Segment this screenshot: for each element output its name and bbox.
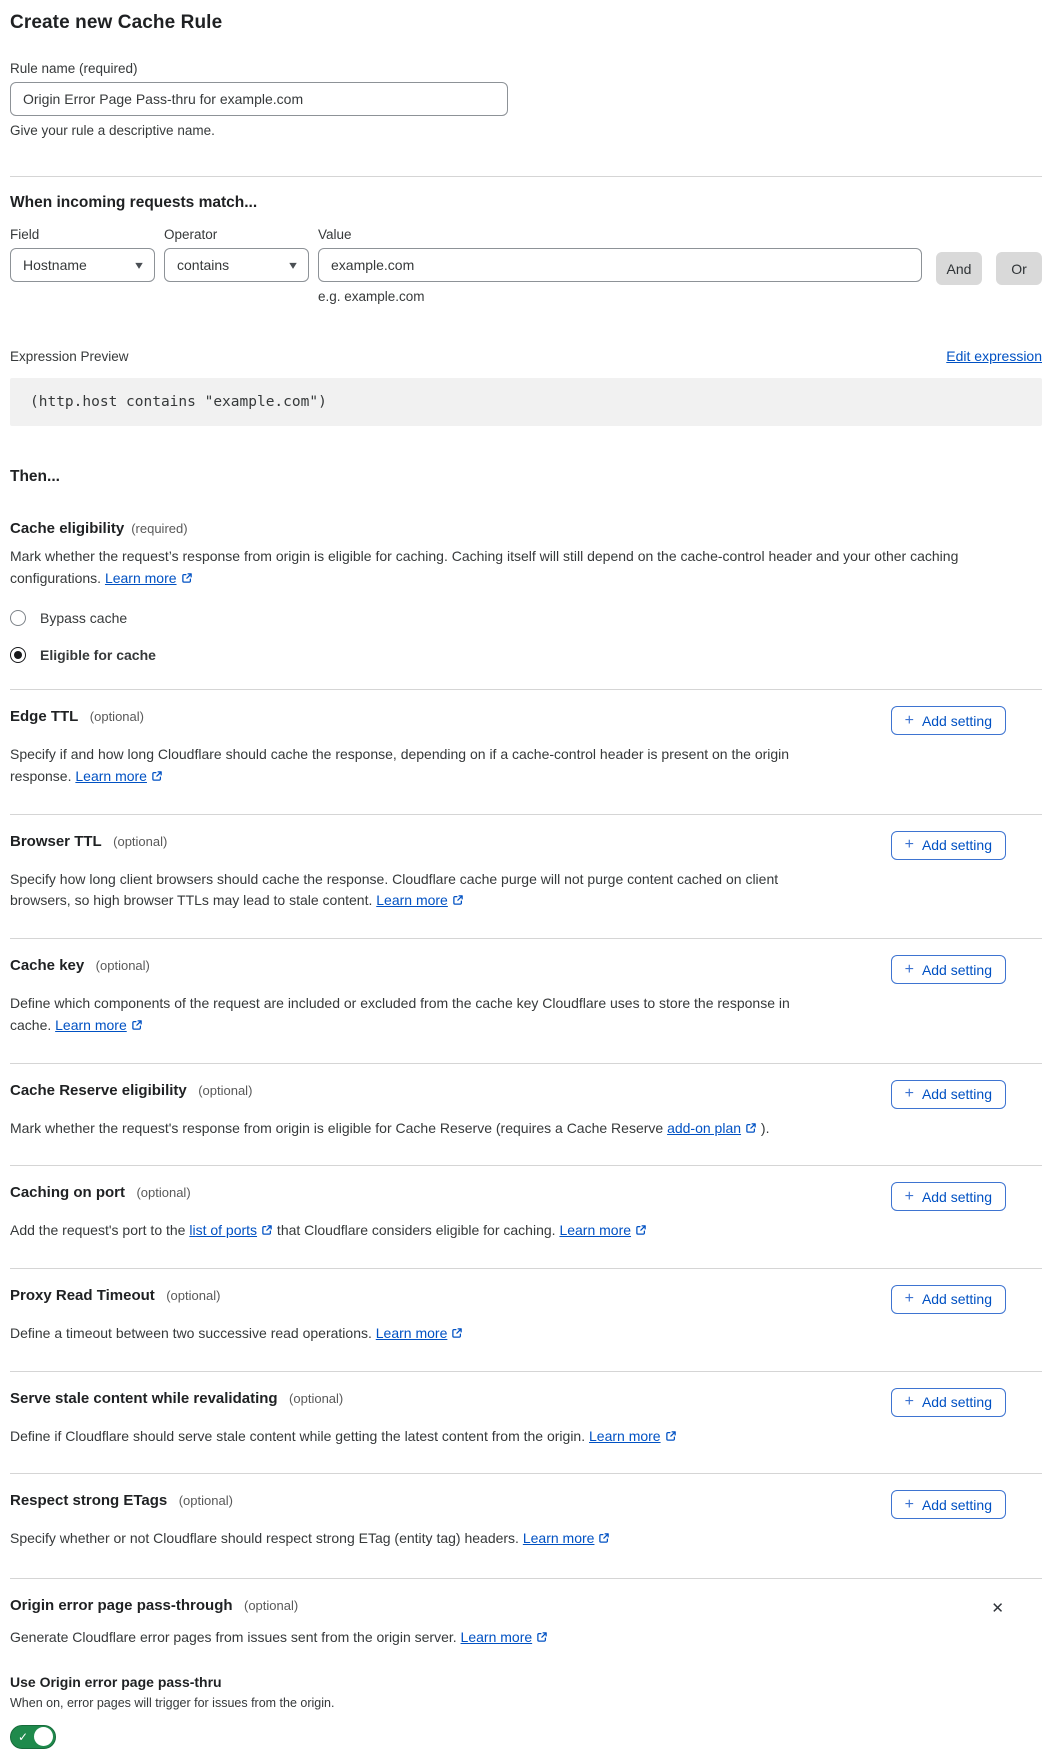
match-heading: When incoming requests match... bbox=[10, 194, 258, 211]
setting-section-edge-ttl bbox=[10, 689, 1042, 787]
description-text: Specify how long client browsers should cache the response. Cloudflare cache purge will not purge content cached on client browsers, so high browser TTLs may lead to stale content. bbox=[10, 870, 779, 909]
field-label: Field bbox=[10, 227, 40, 242]
or-button[interactable]: Or bbox=[996, 252, 1042, 285]
add-on-plan-link[interactable]: add-on plan bbox=[667, 1119, 742, 1136]
and-button[interactable]: And bbox=[936, 252, 982, 285]
setting-section-description bbox=[10, 1528, 820, 1550]
external-link-icon bbox=[536, 1631, 548, 1643]
setting-section-tag: (optional) bbox=[89, 709, 144, 725]
description-text: Define if Cloudflare should serve stale content while getting the latest content from the origin. bbox=[10, 1427, 589, 1444]
toggle-knob bbox=[34, 1727, 53, 1746]
close-icon[interactable]: ✕ bbox=[991, 1599, 1004, 1617]
setting-section-title: Serve stale content while revalidating bbox=[10, 1389, 278, 1407]
add-setting-button[interactable]: + Add setting bbox=[891, 1388, 1006, 1417]
radio-option-bypass-cache[interactable] bbox=[10, 610, 1042, 626]
setting-section-title: Proxy Read Timeout bbox=[10, 1286, 155, 1304]
external-link-icon bbox=[745, 1122, 757, 1134]
setting-section-title: Cache Reserve eligibility bbox=[10, 1081, 187, 1099]
setting-section-tag: (optional) bbox=[198, 1082, 253, 1098]
learn-more-link[interactable]: Learn more bbox=[589, 1427, 661, 1444]
description-text: ). bbox=[757, 1119, 770, 1136]
setting-section-tag: (optional) bbox=[95, 958, 150, 974]
description-text: Define a timeout between two successive read operations. bbox=[10, 1324, 376, 1341]
learn-more-link[interactable]: Learn more bbox=[376, 892, 448, 909]
setting-section-description bbox=[10, 1323, 820, 1345]
description-text: Generate Cloudflare error pages from issues sent from the origin server. bbox=[10, 1628, 461, 1645]
expression-preview-label: Expression Preview bbox=[10, 349, 129, 364]
value-input[interactable] bbox=[318, 248, 922, 282]
cache-eligibility-title: Cache eligibility bbox=[10, 520, 125, 537]
description-text: Define which components of the request are included or excluded from the cache key Cloudflare uses to store the response in cache. bbox=[10, 995, 790, 1033]
field-select[interactable] bbox=[10, 248, 155, 282]
description-text: that Cloudflare considers eligible for caching. bbox=[273, 1222, 560, 1239]
origin-error-page-section bbox=[10, 1578, 1042, 1749]
setting-section-tag: (optional) bbox=[289, 1390, 344, 1406]
description-text: Mark whether the request’s response from origin is eligible for caching. Caching itself will still depend on the cache-control header and your other caching configurations. bbox=[10, 548, 959, 586]
description-text: Specify if and how long Cloudflare should cache the response, depending on if a cache-control header is present on the origin response. bbox=[10, 746, 790, 785]
plus-icon: + bbox=[904, 1393, 914, 1411]
origin-error-title: Origin error page pass-through bbox=[10, 1596, 233, 1614]
page-title: Create new Cache Rule bbox=[10, 12, 223, 33]
setting-section-description bbox=[10, 1426, 820, 1448]
add-setting-button[interactable]: + Add setting bbox=[891, 955, 1006, 984]
external-link-icon bbox=[181, 572, 193, 584]
add-setting-button[interactable]: + Add setting bbox=[891, 831, 1006, 860]
add-setting-button[interactable]: + Add setting bbox=[891, 1080, 1006, 1109]
setting-section-title: Edge TTL bbox=[10, 708, 79, 726]
operator-select-value: contains bbox=[177, 257, 230, 273]
plus-icon: + bbox=[904, 836, 914, 854]
setting-section-browser-ttl bbox=[10, 814, 1042, 912]
value-hint: e.g. example.com bbox=[318, 289, 425, 304]
cache-eligibility-tag: (required) bbox=[131, 521, 188, 536]
external-link-icon bbox=[451, 1327, 463, 1339]
origin-error-description bbox=[10, 1627, 820, 1649]
expression-code: (http.host contains "example.com") bbox=[10, 378, 1042, 426]
external-link-icon bbox=[151, 770, 163, 782]
setting-section-respect-strong-etags bbox=[10, 1473, 1042, 1550]
setting-section-tag: (optional) bbox=[113, 833, 168, 849]
plus-icon: + bbox=[904, 1495, 914, 1513]
operator-label: Operator bbox=[164, 227, 218, 242]
plus-icon: + bbox=[904, 1290, 914, 1308]
setting-section-caching-on-port bbox=[10, 1165, 1042, 1242]
origin-error-toggle[interactable] bbox=[10, 1725, 56, 1749]
radio-option-eligible-for-cache[interactable] bbox=[10, 647, 1042, 663]
setting-section-title: Caching on port bbox=[10, 1184, 125, 1202]
plus-icon: + bbox=[904, 1187, 914, 1205]
divider bbox=[10, 176, 1042, 177]
plus-icon: + bbox=[904, 960, 914, 978]
plus-icon: + bbox=[904, 711, 914, 729]
add-setting-button[interactable]: + Add setting bbox=[891, 1490, 1006, 1519]
rule-name-label: Rule name (required) bbox=[10, 61, 138, 76]
external-link-icon bbox=[452, 894, 464, 906]
rule-name-helper: Give your rule a descriptive name. bbox=[10, 123, 215, 138]
setting-section-proxy-read-timeout bbox=[10, 1268, 1042, 1345]
add-setting-button[interactable]: + Add setting bbox=[891, 1285, 1006, 1314]
setting-section-description bbox=[10, 993, 820, 1036]
setting-section-tag: (optional) bbox=[178, 1493, 233, 1509]
setting-section-description bbox=[10, 1220, 820, 1242]
learn-more-link[interactable]: Learn more bbox=[375, 1324, 448, 1341]
external-link-icon bbox=[131, 1019, 143, 1031]
learn-more-link[interactable]: Learn more bbox=[460, 1628, 533, 1645]
radio-option-label: Bypass cache bbox=[40, 610, 128, 627]
description-text: Specify whether or not Cloudflare should respect strong ETag (entity tag) headers. bbox=[10, 1530, 523, 1547]
chevron-down-icon: ▾ bbox=[135, 258, 143, 272]
learn-more-link[interactable]: Learn more bbox=[522, 1530, 595, 1547]
origin-toggle-label: Use Origin error page pass-thru bbox=[10, 1673, 222, 1690]
setting-section-tag: (optional) bbox=[136, 1185, 191, 1201]
then-heading: Then... bbox=[10, 468, 60, 485]
chevron-down-icon: ▾ bbox=[289, 258, 297, 272]
learn-more-link[interactable]: Learn more bbox=[55, 1016, 127, 1033]
add-setting-button[interactable]: + Add setting bbox=[891, 1182, 1006, 1211]
setting-section-title: Cache key bbox=[10, 957, 85, 975]
external-link-icon bbox=[598, 1532, 610, 1544]
edit-expression-link[interactable]: Edit expression bbox=[946, 348, 1042, 364]
value-label: Value bbox=[318, 227, 352, 242]
operator-select[interactable] bbox=[164, 248, 309, 282]
setting-section-title: Browser TTL bbox=[10, 832, 102, 850]
field-select-value: Hostname bbox=[23, 257, 87, 273]
radio-icon[interactable] bbox=[10, 647, 26, 663]
setting-section-cache-key bbox=[10, 938, 1042, 1036]
setting-section-description bbox=[10, 744, 820, 787]
add-setting-button[interactable]: + Add setting bbox=[891, 706, 1006, 735]
learn-more-link[interactable]: Learn more bbox=[104, 569, 177, 586]
radio-icon[interactable] bbox=[10, 610, 26, 626]
cache-eligibility-description bbox=[10, 546, 992, 589]
plus-icon: + bbox=[904, 1085, 914, 1102]
setting-section-cache-reserve-eligibility bbox=[10, 1063, 1042, 1140]
description-text: Add the request's port to the bbox=[10, 1222, 190, 1239]
learn-more-link[interactable]: Learn more bbox=[75, 768, 147, 785]
setting-section-title: Respect strong ETags bbox=[10, 1492, 168, 1510]
list-of-ports-link[interactable]: list of ports bbox=[189, 1222, 258, 1239]
rule-name-input[interactable] bbox=[10, 82, 508, 116]
setting-section-description bbox=[10, 869, 820, 912]
external-link-icon bbox=[261, 1224, 273, 1236]
setting-section-description bbox=[10, 1118, 820, 1140]
external-link-icon bbox=[665, 1430, 677, 1442]
origin-toggle-helper: When on, error pages will trigger for issues from the origin. bbox=[10, 1695, 335, 1710]
external-link-icon bbox=[635, 1224, 647, 1236]
description-text: Mark whether the request's response from origin is eligible for Cache Reserve (requires a Cache Reserve bbox=[10, 1119, 668, 1136]
origin-error-tag: (optional) bbox=[243, 1597, 299, 1613]
learn-more-link[interactable]: Learn more bbox=[559, 1222, 632, 1239]
setting-section-tag: (optional) bbox=[166, 1287, 221, 1303]
radio-option-label: Eligible for cache bbox=[40, 647, 156, 664]
check-icon: ✓ bbox=[18, 1729, 29, 1744]
setting-section-serve-stale-content bbox=[10, 1371, 1042, 1448]
